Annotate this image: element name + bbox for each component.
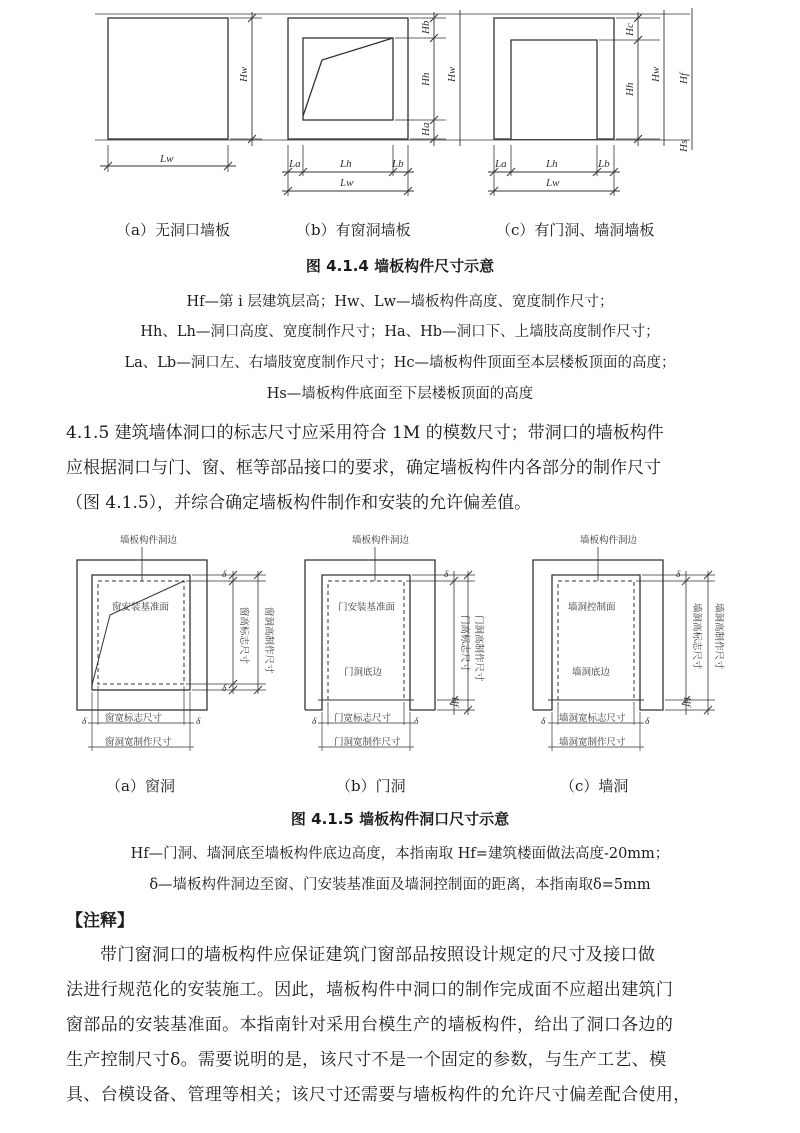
wall-panel-a — [108, 18, 228, 139]
caption-415-c: （c）墙洞 — [560, 777, 629, 795]
clause-415-line-1: 4.1.5 建筑墙体洞口的标志尺寸应采用符合 1M 的模数尺寸；带洞口的墙板构件 — [66, 423, 664, 443]
label-hw-b: Hw — [446, 66, 458, 82]
h2-label-b: 门洞宽制作尺寸 — [334, 738, 401, 748]
top-label-c: 墙板构件洞边 — [580, 536, 638, 546]
h1-label-b: 门宽标志尺寸 — [334, 714, 392, 724]
top-label-a: 墙板构件洞边 — [120, 536, 178, 546]
v2-label-c: 墙洞高制作尺寸 — [713, 603, 723, 670]
note-line-4: 生产控制尺寸δ。需要说明的是，该尺寸不是一个固定的参数，与生产工艺、模 — [66, 1050, 667, 1070]
label-hw-a: Hw — [238, 66, 250, 82]
datum-b — [328, 581, 404, 700]
hf-label-c: Hf — [681, 697, 691, 707]
delta-a-bottom: δ — [222, 684, 227, 694]
label-hs-c: Hs — [678, 139, 690, 152]
label-lb-c: Lb — [598, 158, 610, 170]
panel-a — [77, 560, 207, 710]
figure-4-1-4 — [0, 0, 800, 205]
legend-414-line-2: Hh、Lh—洞口高度、宽度制作尺寸；Ha、Hb—洞口下、上墙肢高度制作尺寸； — [140, 324, 660, 340]
note-line-1: 带门窗洞口的墙板构件应保证建筑门窗部品按照设计规定的尺寸及接口做 — [100, 945, 656, 965]
h1-label-c: 墙洞宽标志尺寸 — [559, 714, 626, 724]
label-ha-b: Ha — [420, 122, 432, 136]
note-heading: 【注释】 — [66, 911, 134, 931]
delta-c-top: δ — [676, 570, 681, 580]
h2-label-a: 窗洞宽制作尺寸 — [105, 738, 172, 748]
label-lb-b: Lb — [392, 158, 404, 170]
inner-label-c: 墙洞控制面 — [568, 603, 616, 613]
v1-label-b: 门高标志尺寸 — [459, 615, 469, 673]
window-sash-line — [303, 38, 393, 116]
label-hh-b: Hh — [420, 72, 432, 86]
v2-label-b: 门洞高制作尺寸 — [473, 615, 483, 682]
delta-c-right: δ — [645, 717, 650, 727]
caption-414-a: （a）无洞口墙板 — [116, 221, 230, 239]
caption-414-c: （c）有门洞、墙洞墙板 — [496, 221, 655, 239]
legend-415-line-2: δ—墙板构件洞边至窗、门安装基准面及墙洞控制面的距离，本指南取δ=5mm — [149, 877, 651, 893]
clause-415-line-2: 应根据洞口与门、窗、框等部品接口的要求，确定墙板构件内各部分的制作尺寸 — [66, 458, 661, 478]
legend-414-line-3: La、Lb—洞口左、右墙肢宽度制作尺寸；Hc—墙板构件顶面至本层楼板顶面的高度； — [124, 355, 676, 371]
h1-label-a: 窗宽标志尺寸 — [105, 714, 163, 724]
v2-label-a: 窗洞高制作尺寸 — [263, 607, 273, 674]
hf-label-b: Hf — [449, 697, 459, 707]
label-hf-c: Hf — [678, 73, 690, 84]
note-line-3: 窗部品的安装基准面。本指南针对采用台模生产的墙板构件，给出了洞口各边的 — [66, 1015, 674, 1035]
label-hw-c: Hw — [650, 66, 662, 82]
label-lw-c: Lw — [546, 177, 560, 189]
delta-c-left: δ — [541, 717, 546, 727]
label-lw-a: Lw — [160, 153, 174, 165]
window-opening-b — [303, 38, 393, 120]
caption-414-b: （b）有窗洞墙板 — [296, 221, 411, 239]
opening-a — [92, 575, 190, 690]
figure-4-1-4-title: 图 4.1.4 墙板构件尺寸示意 — [305, 257, 495, 275]
door-opening-c — [511, 40, 597, 139]
panel-b — [305, 560, 435, 710]
clause-415-line-3: （图 4.1.5），并综合确定墙板构件制作和安装的允许偏差值。 — [66, 493, 532, 513]
label-la-b: La — [289, 158, 301, 170]
panel-c — [533, 560, 663, 710]
caption-415-a: （a）窗洞 — [106, 777, 175, 795]
legend-414-line-1: Hf—第 i 层建筑层高；Hw、Lw—墙板构件高度、宽度制作尺寸； — [186, 294, 614, 310]
legend-414-line-4: Hs—墙板构件底面至下层楼板顶面的高度 — [266, 386, 534, 402]
delta-a-right: δ — [196, 717, 201, 727]
label-hb-b: Hb — [420, 20, 432, 34]
bottom-edge-label-b: 门洞底边 — [344, 668, 383, 678]
delta-a-top: δ — [222, 570, 227, 580]
label-lw-b: Lw — [340, 177, 354, 189]
datum-c — [558, 581, 634, 700]
datum-a — [98, 581, 184, 684]
delta-b-top: δ — [444, 570, 449, 580]
caption-415-b: （b）门洞 — [336, 777, 406, 795]
delta-b-left: δ — [312, 717, 317, 727]
top-label-b: 墙板构件洞边 — [352, 536, 410, 546]
legend-415-line-1: Hf—门洞、墙洞底至墙板构件底边高度，本指南取 Hf=建筑楼面做法高度-20mm； — [130, 846, 670, 862]
delta-b-right: δ — [414, 717, 419, 727]
label-lh-c: Lh — [546, 158, 558, 170]
v1-label-c: 墙洞高标志尺寸 — [691, 603, 701, 670]
label-hc-c: Hc — [624, 23, 636, 36]
note-line-2: 法进行规范化的安装施工。因此，墙板构件中洞口的制作完成面不应超出建筑门 — [66, 980, 674, 1000]
h2-label-c: 墙洞宽制作尺寸 — [559, 738, 626, 748]
label-hh-c: Hh — [624, 82, 636, 96]
figure-4-1-5-title: 图 4.1.5 墙板构件洞口尺寸示意 — [290, 810, 510, 828]
label-la-c: La — [495, 158, 507, 170]
delta-a-left: δ — [82, 717, 87, 727]
figure-4-1-5 — [0, 525, 800, 765]
note-line-5: 具、台模设备、管理等相关；该尺寸还需要与墙板构件的允许尺寸偏差配合使用， — [66, 1085, 691, 1105]
bottom-edge-label-c: 墙洞底边 — [572, 668, 611, 678]
v1-label-a: 窗高标志尺寸 — [238, 607, 248, 665]
wall-panel-b — [288, 18, 408, 139]
label-lh-b: Lh — [340, 158, 352, 170]
inner-label-a: 窗安装基准面 — [112, 603, 170, 613]
inner-label-b: 门安装基准面 — [338, 603, 396, 613]
